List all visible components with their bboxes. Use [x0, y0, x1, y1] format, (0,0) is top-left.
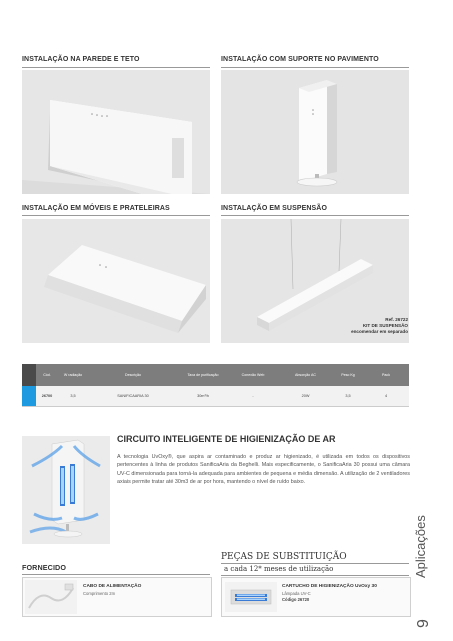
section-title-wall: INSTALAÇÃO NA PAREDE E TETO [22, 56, 140, 63]
divider [22, 215, 210, 216]
cell: 3,5 [345, 394, 351, 398]
supplied-item-card [22, 577, 212, 617]
col-header: Descrição [88, 364, 178, 386]
cell: 30m³/h [197, 394, 209, 398]
furniture-installation-image [22, 219, 210, 343]
cell-code: 26700 [41, 394, 53, 398]
cell: 20W [301, 394, 310, 398]
circuit-diagram-image [22, 436, 110, 544]
col-header: Taxa de purificação [178, 364, 228, 386]
divider [221, 563, 409, 564]
replacement-item-title: CARTUCHO DE HIGIENIZAÇÃO UvOxy 30 [282, 584, 377, 589]
header-spacer [22, 364, 36, 386]
divider [22, 574, 210, 575]
divider [221, 575, 409, 576]
table-header [22, 364, 409, 386]
col-header: Absorção AC [278, 364, 333, 386]
col-header: Cód. [36, 364, 58, 386]
col-header: Pack [363, 364, 409, 386]
circuit-description: A tecnologia UvOxy®, que aspira ar contaminado e produz ar higienizado, é utilizada em todos os dispositivos pertencentes à linha de produtos SanificaAria da Beghelli. Mais especificamente, o SanificaAria 30 possui uma câmara UV-C dimensionada para torná-la adequada para ambientes de pequena e média dimensão. A utilização de 2 ventiladores axiais permite tratar até 30m3 de ar por hora, mantendo o nível de ruído baixo. [117, 454, 410, 486]
section-title-furniture: INSTALAÇÃO EM MÓVEIS E PRATELEIRAS [22, 205, 170, 212]
supplied-item-sub: Comprimento 2m [83, 591, 116, 596]
wall-installation-image [22, 70, 210, 194]
replacement-title: PEÇAS DE SUBSTITUIÇÃO [221, 552, 347, 562]
circuit-title: CIRCUITO INTELIGENTE DE HIGIENIZAÇÃO DE AR [117, 434, 336, 444]
cell: SANIFICAARIA 30 [117, 394, 149, 398]
replacement-item-line1: Lâmpada UV-C [282, 591, 311, 596]
kit-sold-note: encomendar em separado [351, 329, 408, 335]
divider [22, 67, 210, 68]
divider [221, 67, 409, 68]
suspension-kit-note [330, 317, 408, 336]
section-title-floor: INSTALAÇÃO COM SUPORTE NO PAVIMENTO [221, 56, 379, 63]
table-row [22, 386, 409, 407]
floor-installation-image [221, 70, 409, 194]
uv-cartridge-image [225, 582, 277, 612]
supplied-item-title: CABO DE ALIMENTAÇÃO [83, 584, 142, 589]
side-section-label: Aplicações [413, 515, 428, 578]
col-header: Peso Kg [333, 364, 363, 386]
row-accent [22, 386, 36, 406]
page-number: 9 [415, 619, 432, 628]
section-title-suspension: INSTALAÇÃO EM SUSPENSÃO [221, 205, 328, 212]
replacement-subtitle: a cada 12* meses de utilização [224, 565, 334, 573]
product-table [22, 364, 409, 407]
cell: 3,5 [70, 394, 76, 398]
col-header: W radiação [58, 364, 88, 386]
cell: 4 [384, 394, 388, 398]
replacement-item-card [221, 577, 411, 617]
replacement-item-line2: Código 26720 [282, 597, 310, 602]
kit-name: KIT DE SUSPENSÃO [362, 323, 408, 329]
divider [221, 215, 409, 216]
supplied-title: FORNECIDO [22, 563, 67, 572]
col-header: Conexão Web [228, 364, 278, 386]
power-cable-image [25, 580, 77, 614]
cell: - [252, 394, 254, 398]
kit-ref: Ref. 26722 [385, 317, 408, 322]
